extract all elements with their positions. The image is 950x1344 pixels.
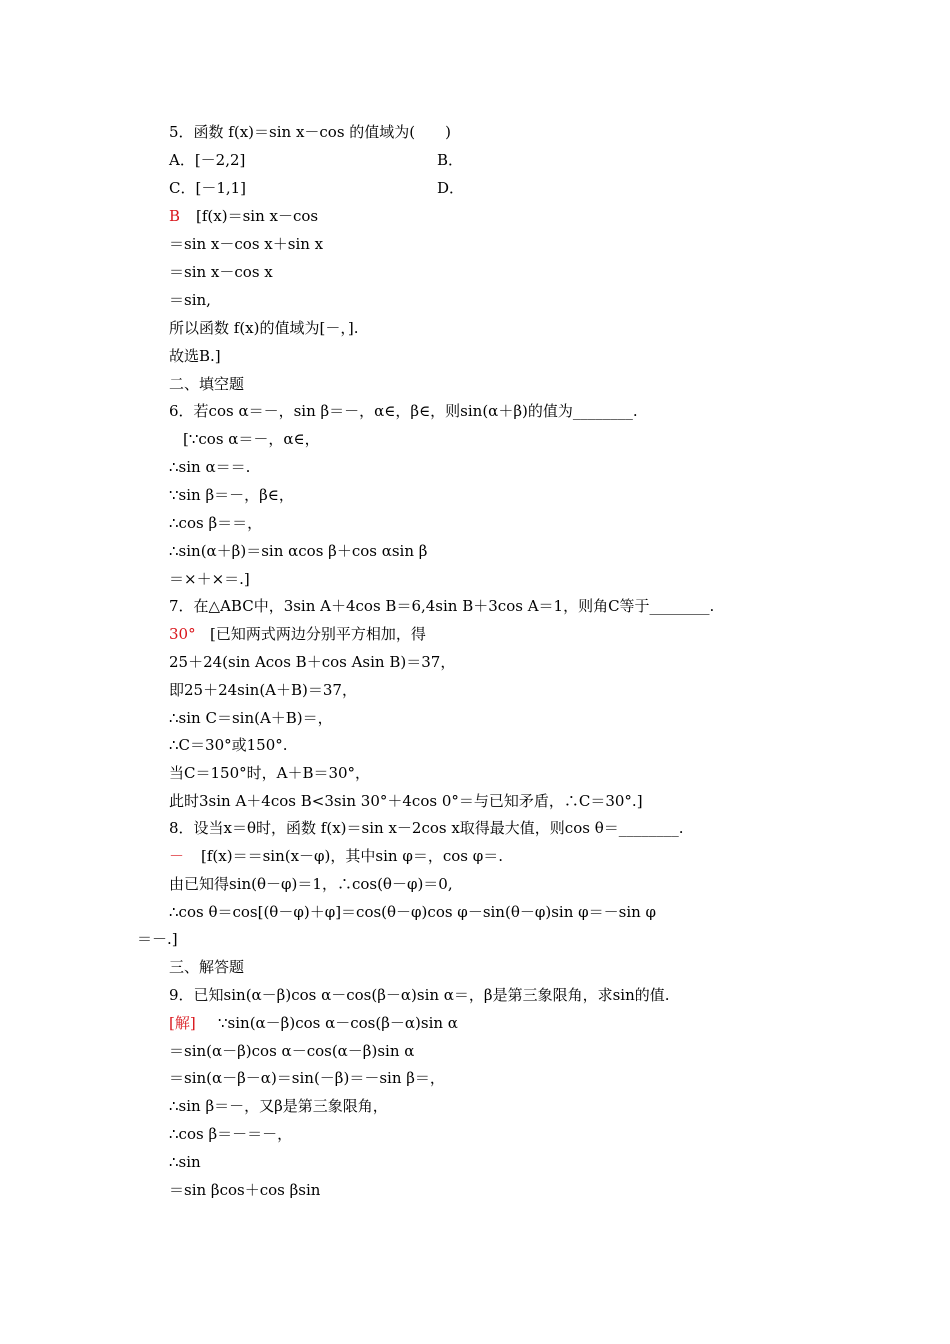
q7-stem: 7．在△ABC中，3sin A＋4cos B＝6,4sin B＋3cos A＝1，则角C等于________. — [169, 597, 715, 615]
q5-solution-line: ＝sin x－cos x — [169, 263, 273, 281]
q5-solution-line: 所以函数 f(x)的值域为[－，]. — [169, 319, 359, 337]
q6-solution-line: ∴sin(α＋β)＝sin αcos β＋cos αsin β — [169, 542, 428, 560]
q7-solution-line: ∴sin C＝sin(A＋B)＝， — [169, 709, 333, 727]
q7-solution-line: [已知两式两边分别平方相加，得 — [210, 625, 426, 643]
q9-solution-line: ∵sin(α－β)cos α－cos(β－α)sin α — [218, 1014, 458, 1032]
q8-solution-line: [f(x)＝＝sin(x－φ)，其中sin φ＝，cos φ＝. — [201, 847, 503, 865]
section-heading-answer: 三、解答题 — [169, 958, 245, 976]
q9-solution-line: ∴sin β＝－，又β是第三象限角， — [169, 1097, 388, 1115]
q9-stem: 9．已知sin(α－β)cos α－cos(β－α)sin α＝，β是第三象限角，求sin的值. — [169, 986, 670, 1004]
q7-solution-line: 即25＋24sin(A＋B)＝37， — [169, 681, 357, 699]
q5-answer: B — [169, 207, 181, 225]
q5-solution-line: ＝sin, — [169, 291, 211, 309]
q8-solution-line: 由已知得sin(θ－φ)＝1，∴cos(θ－φ)＝0, — [169, 875, 453, 893]
q8-solution-line: ∴cos θ＝cos[(θ－φ)＋φ]＝cos(θ－φ)cos φ－sin(θ－φ)sin φ＝－sin φ — [169, 903, 657, 921]
section-heading-fill-in: 二、填空题 — [169, 375, 245, 393]
q6-solution-line: ∴sin α＝＝. — [169, 458, 251, 476]
q7-answer: 30° — [169, 625, 196, 643]
q5-option-d: D． — [437, 179, 465, 197]
q6-solution-line: ∵sin β＝－，β∈， — [169, 486, 294, 504]
q7-solution-line: 当C＝150°时，A＋B＝30°， — [169, 764, 371, 782]
q8-answer: － — [169, 847, 185, 865]
q5-option-a: A．[－2,2] — [169, 151, 246, 169]
q6-stem: 6．若cos α＝－，sin β＝－，α∈，β∈，则sin(α＋β)的值为________. — [169, 402, 638, 420]
q9-solution-label: [解] — [169, 1014, 196, 1032]
q5-solution-line: [f(x)＝sin x－cos — [196, 207, 319, 225]
q5-solution-line: 故选B.] — [169, 347, 221, 365]
q7-solution-line: ∴C＝30°或150°. — [169, 736, 288, 754]
q7-solution-line: 25＋24(sin Acos B＋cos Asin B)＝37， — [169, 653, 456, 671]
q5-option-b: B． — [437, 151, 464, 169]
q7-solution-line: 此时3sin A＋4cos B<3sin 30°＋4cos 0°＝与已知矛盾，∴C＝30°.] — [169, 792, 643, 810]
q8-stem: 8．设当x＝θ时，函数 f(x)＝sin x－2cos x取得最大值，则cos θ＝________. — [169, 819, 684, 837]
q8-solution-line: ＝－.] — [137, 930, 178, 948]
q9-solution-line: ＝sin βcos＋cos βsin — [169, 1181, 321, 1199]
q6-solution-line: ∴cos β＝＝， — [169, 514, 263, 532]
q5-stem: 5．函数 f(x)＝sin x－cos 的值域为( ) — [169, 123, 452, 141]
q9-solution-line: ∴sin — [169, 1153, 201, 1171]
q6-solution-line: [∵cos α＝－，α∈， — [183, 430, 320, 448]
q9-solution-line: ＝sin(α－β－α)＝sin(－β)＝－sin β＝， — [169, 1069, 445, 1087]
q5-solution-line: ＝sin x－cos x＋sin x — [169, 235, 324, 253]
q9-solution-line: ＝sin(α－β)cos α－cos(α－β)sin α — [169, 1042, 415, 1060]
q9-solution-line: ∴cos β＝－＝－， — [169, 1125, 293, 1143]
q6-solution-line: ＝×＋×＝.] — [169, 570, 250, 588]
q5-option-c: C．[－1,1] — [169, 179, 247, 197]
